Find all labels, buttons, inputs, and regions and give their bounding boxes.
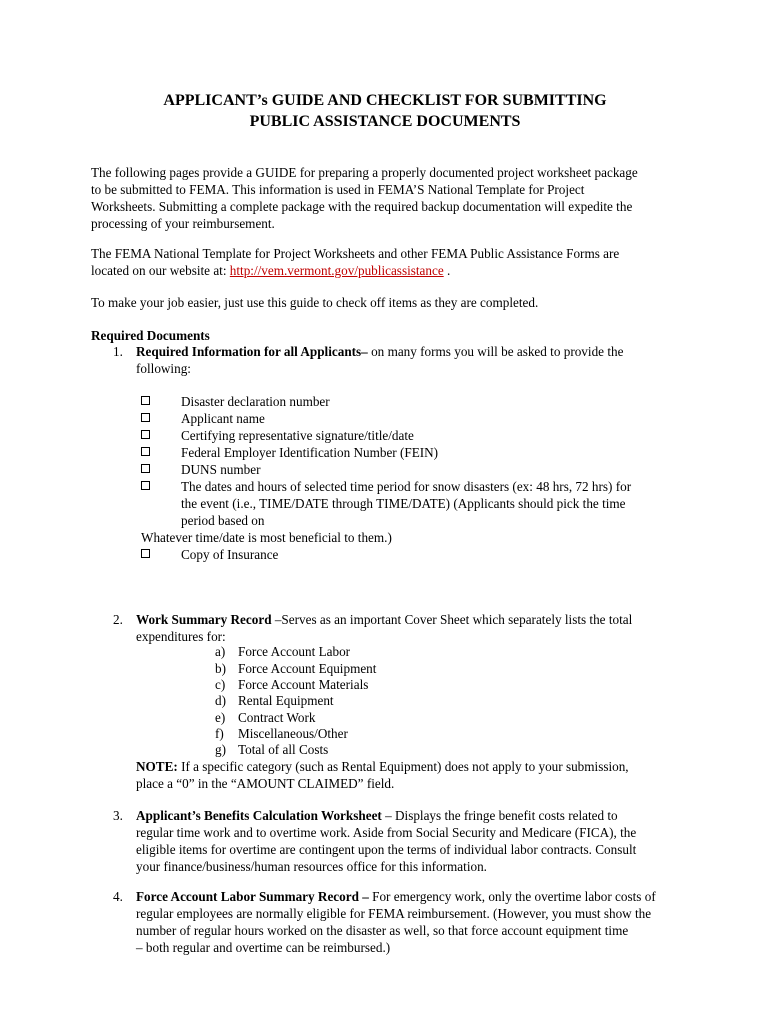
title-line-1: APPLICANT’s GUIDE AND CHECKLIST FOR SUBMITTING xyxy=(163,92,607,109)
item-3-text-line-1: – Displays the fringe benefit costs related to xyxy=(381,808,618,823)
note-line-1: If a specific category (such as Rental Equipment) does not apply to your submission, xyxy=(177,759,629,774)
intro-p1-line: processing of your reimbursement. xyxy=(91,216,275,231)
checklist-label: Disaster declaration number xyxy=(181,394,330,409)
item-4-line: regular employees are normally eligible for FEMA reimbursement. (However, you must show the xyxy=(136,906,652,921)
item-2-title: Work Summary Record xyxy=(136,612,272,627)
checklist-label: Federal Employer Identification Number (FEIN) xyxy=(181,445,439,460)
intro-p1-line: The following pages provide a GUIDE for preparing a properly documented project worksheet package xyxy=(91,165,638,180)
item-2-number: 2. xyxy=(113,612,123,627)
item-1-text-line-2: following: xyxy=(136,361,191,376)
note-label: NOTE: xyxy=(136,759,178,774)
item-2-text-line-2: expenditures for: xyxy=(136,629,226,644)
checkbox[interactable] xyxy=(141,549,150,558)
page-title xyxy=(0,90,770,132)
subitem-letter: f) xyxy=(215,726,224,741)
intro-p1-line: to be submitted to FEMA. This information is used in FEMA’S National Template for Project xyxy=(91,182,585,197)
checklist-label-line: The dates and hours of selected time period for snow disasters (ex: 48 hrs, 72 hrs) for xyxy=(181,479,632,494)
item-1-title: Required Information for all Applicants– xyxy=(136,344,368,359)
whatever-line: Whatever time/date is most beneficial to them.) xyxy=(141,530,392,545)
item-4-line: – both regular and overtime can be reimbursed.) xyxy=(136,940,391,955)
item-2-note xyxy=(136,758,681,792)
checkbox[interactable] xyxy=(141,396,150,405)
item-4-number: 4. xyxy=(113,889,123,904)
subitem-text: Force Account Labor xyxy=(238,644,351,659)
checkbox[interactable] xyxy=(141,430,150,439)
item-1-text-line-1: on many forms you will be asked to provide the xyxy=(367,344,624,359)
item-4-line: number of regular hours worked on the disaster as well, so that force account equipment time xyxy=(136,923,629,938)
item-4-text-line-1: For emergency work, only the overtime labor costs of xyxy=(368,889,656,904)
item-3-text xyxy=(136,807,681,875)
item-1-number: 1. xyxy=(113,344,123,359)
intro-p1-line: Worksheets. Submitting a complete package with the required backup documentation will expedite the xyxy=(91,199,633,214)
checklist-label: Applicant name xyxy=(181,411,265,426)
item-3-title: Applicant’s Benefits Calculation Worksheet xyxy=(136,808,382,823)
intro-paragraph-1 xyxy=(91,164,681,232)
subitem-text: Force Account Materials xyxy=(238,677,369,692)
public-assistance-link[interactable]: http://vem.vermont.gov/publicassistance xyxy=(229,263,444,278)
subitem-letter: a) xyxy=(215,644,226,659)
item-2-text xyxy=(136,611,681,645)
intro-p2-prefix: located on our website at: xyxy=(91,263,230,278)
subitem-letter: e) xyxy=(215,710,226,725)
item-3-line: your finance/business/human resources office for this information. xyxy=(136,859,487,874)
subitem-text: Total of all Costs xyxy=(238,742,329,757)
required-documents-heading: Required Documents xyxy=(91,328,210,343)
subitem-text: Contract Work xyxy=(238,710,316,725)
checkbox[interactable] xyxy=(141,464,150,473)
subitem-text: Force Account Equipment xyxy=(238,661,377,676)
checklist-label-line: the event (i.e., TIME/DATE through TIME/DATE) (Applicants should pick the time xyxy=(181,496,626,511)
checklist-label-line: period based on xyxy=(181,513,265,528)
intro-p2-suffix: . xyxy=(443,263,451,278)
subitem-letter: d) xyxy=(215,693,226,708)
checkbox[interactable] xyxy=(141,447,150,456)
item-3-number: 3. xyxy=(113,808,123,823)
checklist-label xyxy=(181,478,681,529)
subitem-text: Miscellaneous/Other xyxy=(238,726,348,741)
item-4-text xyxy=(136,888,681,956)
intro-paragraph-2 xyxy=(91,245,681,279)
subitem-letter: b) xyxy=(215,661,226,676)
checklist-label: DUNS number xyxy=(181,462,261,477)
checklist-label: Certifying representative signature/title/date xyxy=(181,428,414,443)
intro-paragraph-3: To make your job easier, just use this guide to check off items as they are completed. xyxy=(91,295,539,310)
subitem-text: Rental Equipment xyxy=(238,693,334,708)
item-1-text xyxy=(136,343,681,377)
item-3-line: regular time work and to overtime work. Aside from Social Security and Medicare (FICA), the xyxy=(136,825,637,840)
note-line-2: place a “0” in the “AMOUNT CLAIMED” field. xyxy=(136,776,395,791)
checklist-label: Copy of Insurance xyxy=(181,547,279,562)
title-line-2: PUBLIC ASSISTANCE DOCUMENTS xyxy=(249,113,521,130)
item-3-line: eligible items for overtime are contingent upon the terms of individual labor contracts. Consult xyxy=(136,842,637,857)
item-2-text-line-1: –Serves as an important Cover Sheet which separately lists the total xyxy=(271,612,633,627)
intro-p2-line-1: The FEMA National Template for Project Worksheets and other FEMA Public Assistance Forms are xyxy=(91,246,620,261)
subitem-letter: c) xyxy=(215,677,226,692)
item-4-title: Force Account Labor Summary Record – xyxy=(136,889,369,904)
intro-p2-line-2 xyxy=(91,262,681,279)
checkbox[interactable] xyxy=(141,481,150,490)
checkbox[interactable] xyxy=(141,413,150,422)
subitem-letter: g) xyxy=(215,742,226,757)
